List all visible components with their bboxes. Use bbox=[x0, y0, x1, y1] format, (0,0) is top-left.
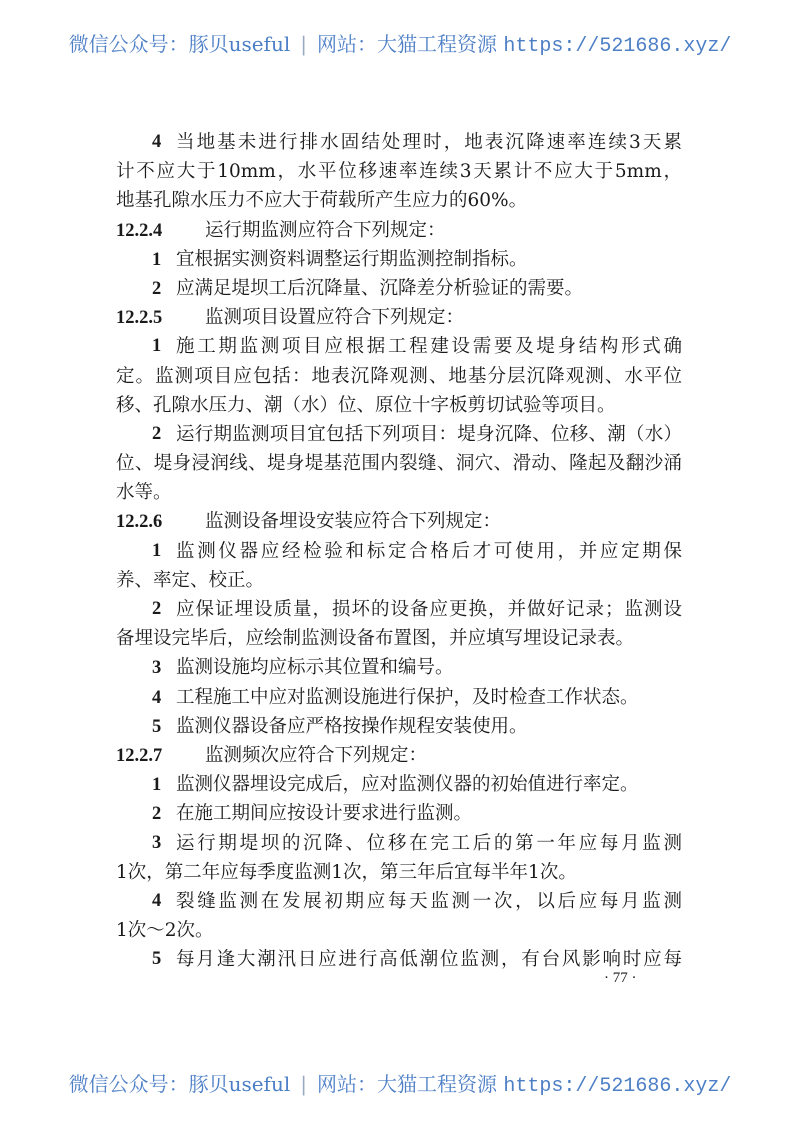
line-text: 运行期监测应符合下列规定： bbox=[205, 219, 446, 241]
text-line bbox=[116, 157, 682, 186]
item-number: 2 bbox=[152, 599, 162, 619]
item-number: 2 bbox=[152, 278, 162, 299]
item-number: 1 bbox=[152, 540, 162, 561]
item-number: 5 bbox=[152, 949, 162, 970]
watermark-url: https://521686.xyz/ bbox=[503, 35, 732, 58]
watermark-separator: | bbox=[300, 32, 307, 56]
watermark-site: 网站：大猫工程资源 bbox=[317, 1072, 497, 1096]
text-line bbox=[116, 478, 682, 507]
text-line bbox=[116, 829, 682, 858]
text-line bbox=[116, 274, 682, 303]
line-text: 运行期监测项目宜包括下列项目：堤身沉降、位移、潮（水） bbox=[176, 423, 682, 445]
line-text: 1次，第二年应每季度监测1次，第三年后宜每半年1次。 bbox=[116, 861, 577, 883]
text-line bbox=[116, 420, 682, 449]
item-number: 1 bbox=[152, 775, 162, 796]
text-line bbox=[116, 770, 682, 799]
line-text: 应保证埋设质量，损坏的设备应更换，并做好记录；监测设 bbox=[176, 599, 682, 620]
line-text: 监测仪器应经检验和标定合格后才可使用，并应定期保 bbox=[176, 540, 682, 562]
section-heading bbox=[116, 303, 682, 332]
line-text: 工程施工中应对监测设施进行保护，及时检查工作状态。 bbox=[176, 686, 639, 708]
text-line bbox=[116, 566, 682, 595]
text-line bbox=[116, 799, 682, 828]
line-text: 监测仪器埋设完成后，应对监测仪器的初始值进行率定。 bbox=[176, 774, 639, 796]
item-number: 2 bbox=[152, 804, 162, 825]
line-text: 移、孔隙水压力、潮（水）位、原位十字板剪切试验等项目。 bbox=[116, 394, 616, 416]
line-text: 每月逢大潮汛日应进行高低潮位监测，有台风影响时应每 bbox=[176, 949, 682, 971]
item-number: 4 bbox=[152, 890, 162, 911]
line-text: 施工期监测项目应根据工程建设需要及堤身结构形式确 bbox=[176, 336, 682, 358]
text-line bbox=[116, 887, 682, 916]
section-number: 12.2.7 bbox=[116, 745, 163, 766]
page-number: · 77 · bbox=[604, 970, 637, 986]
item-number: 3 bbox=[152, 658, 162, 679]
text-line bbox=[116, 449, 682, 478]
item-number: 1 bbox=[152, 249, 162, 270]
text-line bbox=[116, 653, 682, 682]
line-text: 定。监测项目应包括：地表沉降观测、地基分层沉降观测、水平位 bbox=[116, 365, 682, 387]
line-text: 监测频次应符合下列规定： bbox=[205, 744, 428, 766]
watermark-site: 网站：大猫工程资源 bbox=[317, 32, 497, 56]
document-body bbox=[116, 128, 682, 974]
line-text: 监测仪器设备应严格按操作规程安装使用。 bbox=[176, 715, 528, 737]
item-number: 3 bbox=[152, 832, 162, 853]
watermark-bottom bbox=[0, 1068, 800, 1098]
section-number: 12.2.5 bbox=[116, 308, 163, 329]
watermark-url: https://521686.xyz/ bbox=[503, 1075, 732, 1098]
line-text: 地基孔隙水压力不应大于荷载所产生应力的60%。 bbox=[116, 190, 528, 212]
line-text: 监测设施均应标示其位置和编号。 bbox=[176, 657, 454, 679]
text-line bbox=[116, 128, 682, 157]
watermark-account: 微信公众号：豚贝useful bbox=[68, 1072, 291, 1096]
line-text: 备埋设完毕后，应绘制监测设备布置图，并应填写埋设记录表。 bbox=[116, 628, 635, 650]
item-number: 5 bbox=[152, 716, 162, 737]
watermark-separator: | bbox=[300, 1072, 307, 1096]
line-text: 1次～2次。 bbox=[116, 920, 214, 942]
line-text: 在施工期间应按设计要求进行监测。 bbox=[176, 803, 473, 825]
line-text: 水等。 bbox=[116, 482, 172, 504]
item-number: 4 bbox=[152, 687, 162, 708]
watermark-account: 微信公众号：豚贝useful bbox=[68, 32, 291, 56]
section-heading bbox=[116, 216, 682, 245]
line-text: 裂缝监测在发展初期应每天监测一次，以后应每月监测 bbox=[176, 890, 682, 912]
text-line bbox=[116, 332, 682, 361]
text-line bbox=[116, 916, 682, 945]
text-line bbox=[116, 362, 682, 391]
line-text: 应满足堤坝工后沉降量、沉降差分析验证的需要。 bbox=[176, 277, 584, 299]
text-line bbox=[116, 624, 682, 653]
text-line bbox=[116, 186, 682, 215]
watermark-top bbox=[0, 28, 800, 58]
line-text: 宜根据实测资料调整运行期监测控制指标。 bbox=[176, 248, 528, 270]
text-line bbox=[116, 391, 682, 420]
item-number: 2 bbox=[152, 423, 162, 444]
line-text: 计不应大于10mm，水平位移速率连续3天累计不应大于5mm， bbox=[116, 161, 682, 183]
item-number: 4 bbox=[152, 132, 162, 152]
line-text: 监测设备埋设安装应符合下列规定： bbox=[205, 511, 502, 533]
line-text: 养、率定、校正。 bbox=[116, 569, 265, 591]
line-text: 运行期堤坝的沉降、位移在完工后的第一年应每月监测 bbox=[176, 832, 682, 854]
text-line bbox=[116, 245, 682, 274]
text-line bbox=[116, 595, 682, 624]
section-heading bbox=[116, 507, 682, 536]
text-line bbox=[116, 712, 682, 741]
section-number: 12.2.4 bbox=[116, 220, 163, 241]
text-line bbox=[116, 945, 682, 974]
line-text: 监测项目设置应符合下列规定： bbox=[205, 307, 465, 329]
line-text: 当地基未进行排水固结处理时，地表沉降速率连续3天累 bbox=[176, 132, 682, 153]
text-line bbox=[116, 537, 682, 566]
item-number: 1 bbox=[152, 336, 162, 357]
section-number: 12.2.6 bbox=[116, 512, 163, 533]
text-line bbox=[116, 858, 682, 887]
line-text: 位、堤身浸润线、堤身堤基范围内裂缝、洞穴、滑动、隆起及翻沙涌 bbox=[116, 453, 682, 475]
section-heading bbox=[116, 741, 682, 770]
text-line bbox=[116, 683, 682, 712]
